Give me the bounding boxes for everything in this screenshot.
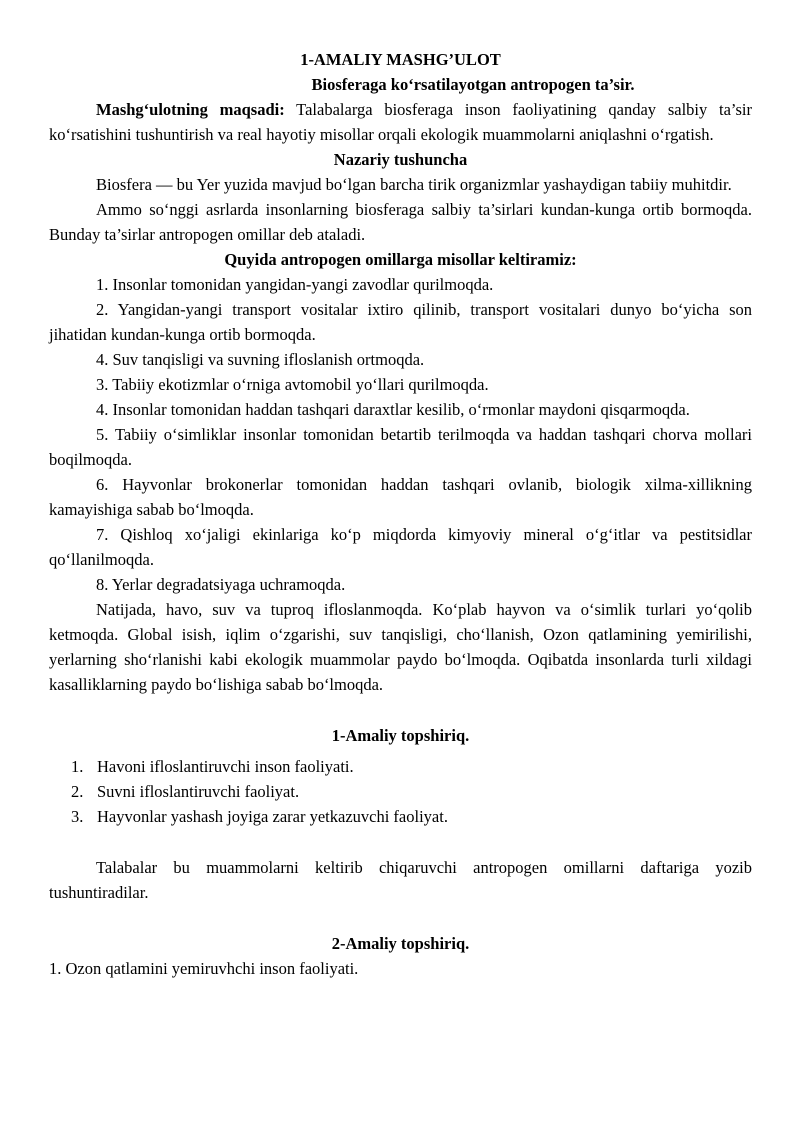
theory-paragraph-2: Ammo so‘nggi asrlarda insonlarning biosferaga salbiy ta’sirlari kundan-kunga ortib bormoqda. Bunday ta’sirlar antropogen omillar deb ataladi. bbox=[49, 200, 752, 244]
example-item: 7. Qishloq xo‘jaligi ekinlariga ko‘p miqdorda kimyoviy mineral o‘g‘itlar va pestitsidlar qo‘llanilmoqda. bbox=[49, 525, 752, 569]
task2-heading: 2-Amaliy topshiriq. bbox=[331, 934, 470, 953]
list-item-number: 2. bbox=[71, 782, 84, 801]
task2-item: 1. Ozon qatlamini yemiruvhchi inson faoliyati. bbox=[49, 959, 359, 978]
list-item bbox=[71, 754, 752, 779]
page-subtitle: Biosferaga ko‘rsatilayotgan antropogen ta’sir. bbox=[311, 75, 635, 94]
examples-heading: Quyida antropogen omillarga misollar keltiramiz: bbox=[224, 250, 577, 269]
goal-text: Talabalarga biosferaga inson faoliyatining qanday salbiy ta’sir ko‘rsatishini tushuntirish va real hayotiy misollar orqali ekologik muammolarni aniqlashni o‘rgatish. bbox=[49, 100, 752, 144]
list-item-text: Havoni ifloslantiruvchi inson faoliyati. bbox=[97, 757, 354, 776]
example-item: 4. Suv tanqisligi va suvning ifloslanish ortmoqda. bbox=[96, 350, 425, 369]
list-item bbox=[71, 779, 752, 804]
example-item: 8. Yerlar degradatsiyaga uchramoqda. bbox=[96, 575, 346, 594]
task1-list bbox=[49, 754, 752, 829]
example-item: 1. Insonlar tomonidan yangidan-yangi zavodlar qurilmoqda. bbox=[96, 275, 494, 294]
list-item bbox=[71, 804, 752, 829]
goal-paragraph bbox=[49, 97, 752, 147]
list-item-number: 3. bbox=[71, 807, 84, 826]
list-item-text: Hayvonlar yashash joyiga zarar yetkazuvchi faoliyat. bbox=[97, 807, 448, 826]
task1-instruction: Talabalar bu muammolarni keltirib chiqaruvchi antropogen omillarni daftariga yozib tushuntiradilar. bbox=[49, 858, 752, 902]
theory-paragraph-1: Biosfera — bu Yer yuzida mavjud bo‘lgan barcha tirik organizmlar yashaydigan tabiiy muhitdir. bbox=[96, 175, 732, 194]
list-item-text: Suvni ifloslantiruvchi faoliyat. bbox=[97, 782, 300, 801]
conclusion-paragraph: Natijada, havo, suv va tuproq ifloslanmoqda. Ko‘plab hayvon va o‘simlik turlari yo‘qolib ketmoqda. Global isish, iqlim o‘zgarishi, suv tanqisligi, cho‘llanish, Ozon qatlamining yemirilishi, yerlarning sho‘rlanishi kabi ekologik muammolar paydo bo‘lmoqda. Oqibatda insonlarda turli xildagi kasalliklarning paydo bo‘lishiga sabab bo‘lmoqda. bbox=[49, 600, 752, 694]
list-item-number: 1. bbox=[71, 757, 84, 776]
example-item: 4. Insonlar tomonidan haddan tashqari daraxtlar kesilib, o‘rmonlar maydoni qisqarmoqda. bbox=[96, 400, 690, 419]
task1-heading: 1-Amaliy topshiriq. bbox=[331, 726, 470, 745]
goal-label: Mashg‘ulotning maqsadi: bbox=[96, 100, 285, 119]
theory-heading: Nazariy tushuncha bbox=[333, 150, 468, 169]
example-item: 6. Hayvonlar brokonerlar tomonidan haddan tashqari ovlanib, biologik xilma-xillikning kamayishiga sabab bo‘lmoqda. bbox=[49, 475, 752, 519]
example-item: 5. Tabiiy o‘simliklar insonlar tomonidan betartib terilmoqda va haddan tashqari chorva mollari boqilmoqda. bbox=[49, 425, 752, 469]
page-title: 1-AMALIY MASHG’ULOT bbox=[300, 50, 501, 69]
example-item: 2. Yangidan-yangi transport vositalar ixtiro qilinib, transport vositalari dunyo bo‘yicha son jihatidan kundan-kunga ortib bormoqda. bbox=[49, 300, 752, 344]
example-item: 3. Tabiiy ekotizmlar o‘rniga avtomobil yo‘llari qurilmoqda. bbox=[96, 375, 489, 394]
